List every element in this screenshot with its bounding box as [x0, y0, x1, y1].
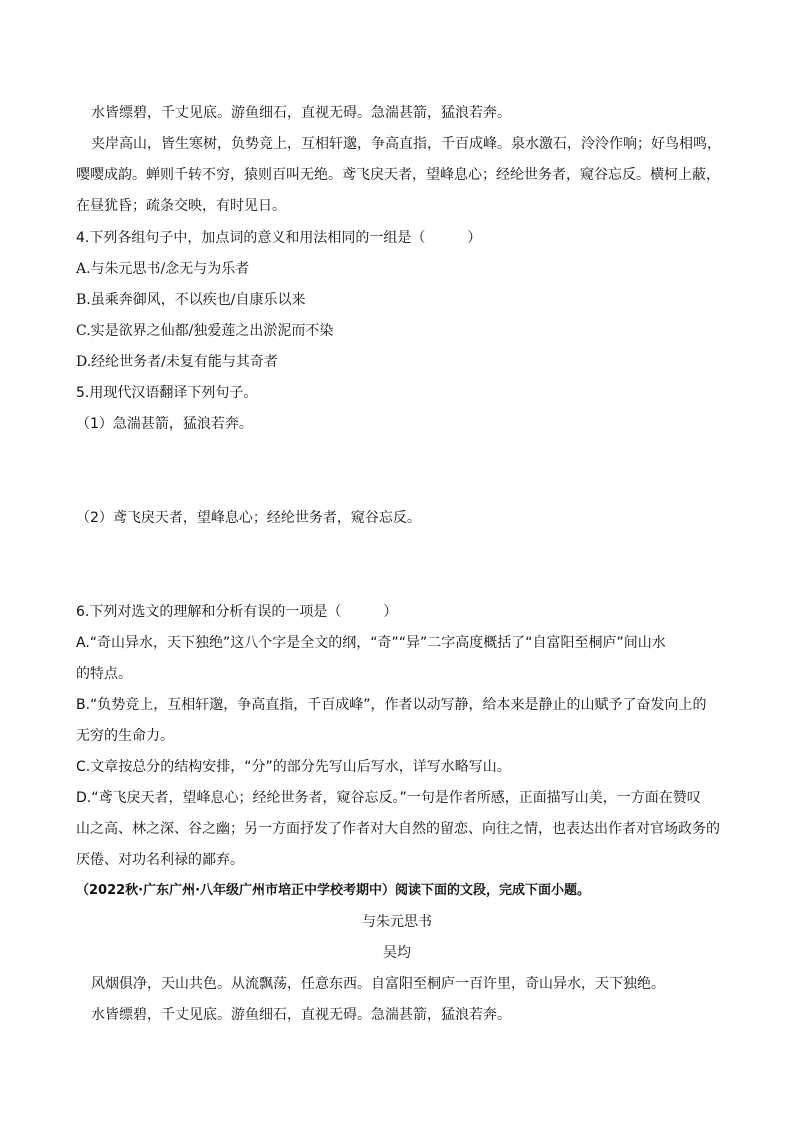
q4-option-b: B.虽乘奔御风，不以疾也/自康乐以来	[76, 292, 306, 308]
q4-option-d: D.经纶世务者/未复有能与其奇者	[76, 354, 278, 370]
q6-option-b-line-1: B.“负势竞上，互相轩邈，争高直指，千百成峰”，作者以动写静，给本来是静止的山赋予了奋发向上的	[76, 697, 707, 713]
passage-top-paragraph-2-line-3: 在昼犹昏；疏条交映，有时见日。	[76, 198, 286, 214]
q6-option-c: C.文章按总分的结构安排，“分”的部分先写山后写水，详写水略写山。	[76, 759, 511, 775]
q5-item-1: （1）急湍甚箭，猛浪若奔。	[76, 416, 253, 432]
q6-option-d-line-1: D.“鸢飞戾天者，望峰息心；经纶世务者，窥谷忘反。”一句是作者所感，正面描写山美，一方面在赞叹	[76, 790, 701, 806]
passage-top-paragraph-2-line-2: 嘤嘤成韵。蝉则千转不穷，猿则百叫无绝。鸢飞戾天者，望峰息心；经纶世务者，窥谷忘反。横柯上蔽，	[76, 167, 720, 183]
q4-option-c: C.实是欲界之仙都/独爱莲之出淤泥而不染	[76, 323, 334, 339]
q6-stem: 6.下列对选文的理解和分析有误的一项是（ ）	[76, 604, 398, 620]
passage-top-paragraph-2-line-1: 夹岸高山，皆生寒树，负势竞上，互相轩邈，争高直指，千百成峰。泉水激石，泠泠作响；好鸟相鸣，	[91, 136, 721, 152]
q6-option-a-line-2: 的特点。	[76, 666, 132, 682]
passage-author: 吴均	[383, 945, 411, 961]
source-note: （2022秋·广东广州·八年级广州市培正中学校考期中）阅读下面的文段，完成下面小题。	[76, 883, 591, 898]
q6-option-d-line-2: 山之高、林之深、谷之幽；另一方面抒发了作者对大自然的留恋、向往之情，也表达出作者对官场政务的	[76, 821, 720, 837]
q6-option-d-line-3: 厌倦、对功名利禄的鄙弃。	[76, 852, 244, 868]
passage-title: 与朱元思书	[362, 914, 432, 930]
passage-top-paragraph-1: 水皆缥碧，千丈见底。游鱼细石，直视无碍。急湍甚箭，猛浪若奔。	[91, 105, 511, 121]
q5-stem: 5.用现代汉语翻译下列句子。	[76, 385, 258, 401]
q6-option-b-line-2: 无穷的生命力。	[76, 728, 174, 744]
q6-option-a-line-1: A.“奇山异水，天下独绝”这八个字是全文的纲，“奇”“异”二字高度概括了“自富阳至桐庐”间山水	[76, 635, 666, 651]
q5-item-2: （2）鸢飞戾天者，望峰息心；经纶世务者，窥谷忘反。	[76, 510, 421, 526]
passage-paragraph-2: 水皆缥碧，千丈见底。游鱼细石，直视无碍。急湍甚箭，猛浪若奔。	[91, 1007, 511, 1023]
passage-paragraph-1: 风烟俱净，天山共色。从流飘荡，任意东西。自富阳至桐庐一百许里，奇山异水，天下独绝。	[91, 976, 665, 992]
q4-option-a: A.与朱元思书/念无与为乐者	[76, 261, 250, 277]
q4-stem: 4.下列各组句子中，加点词的意义和用法相同的一组是（ ）	[76, 230, 482, 246]
